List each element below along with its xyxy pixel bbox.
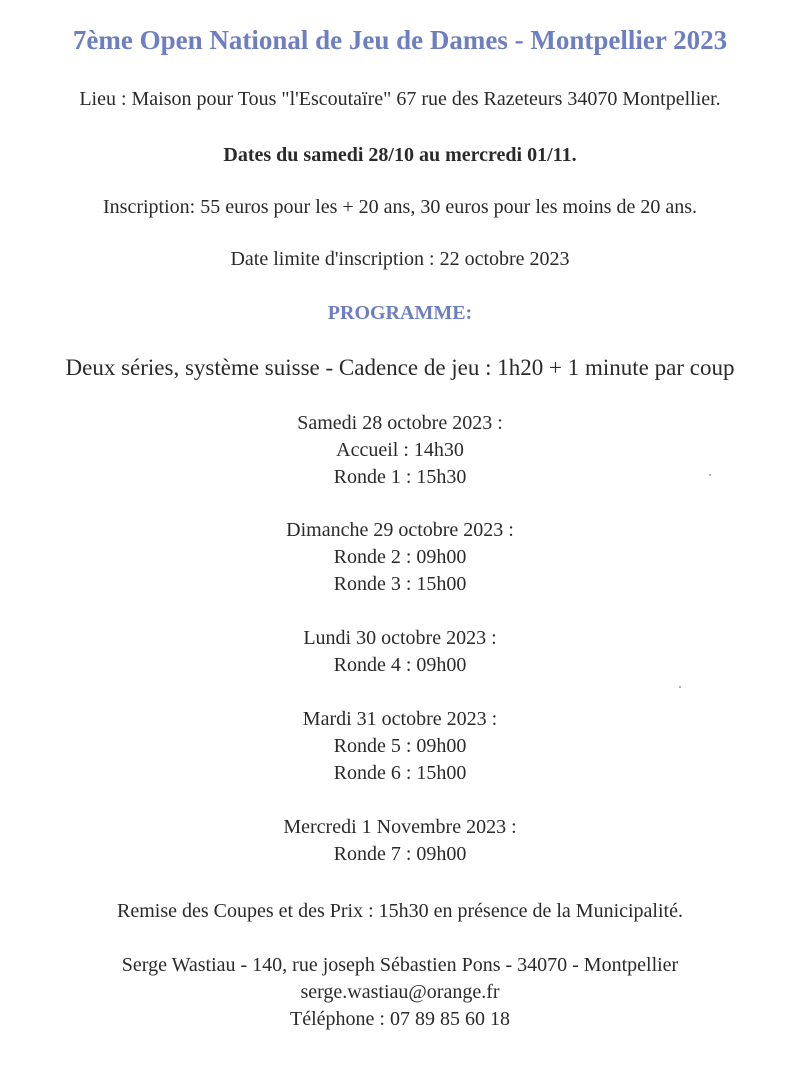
schedule-event: Accueil : 14h30 [336,439,464,461]
schedule-event: Ronde 2 : 09h00 [333,546,467,568]
page-title: 7ème Open National de Jeu de Dames - Montpellier 2023 [72,25,728,55]
schedule-day-date: Mercredi 1 Novembre 2023 : [283,816,517,838]
schedule-day-wednesday [0,814,800,868]
registration-fee-line: Inscription: 55 euros pour les + 20 ans, 30 euros pour les moins de 20 ans. [103,196,697,218]
schedule-day-tuesday [0,706,800,787]
awards-ceremony-line: Remise des Coupes et des Prix : 15h30 en présence de la Municipalité. [117,900,683,922]
venue-line: Lieu : Maison pour Tous "l'Escoutaïre" 67 rue des Razeteurs 34070 Montpellier. [79,88,721,110]
contact-address: Serge Wastiau - 140, rue joseph Sébastien Pons - 34070 - Montpellier [121,954,679,976]
programme-heading: PROGRAMME: [327,302,473,324]
schedule-day-date: Lundi 30 octobre 2023 : [303,627,497,649]
scan-speck [709,474,711,476]
contact-phone: Téléphone : 07 89 85 60 18 [290,1008,510,1030]
series-description: Deux séries, système suisse - Cadence de jeu : 1h20 + 1 minute par coup [65,355,735,380]
schedule-event: Ronde 7 : 09h00 [333,843,467,865]
schedule-day-monday [0,625,800,679]
registration-deadline-line: Date limite d'inscription : 22 octobre 2023 [230,248,570,270]
schedule-day-saturday [0,410,800,491]
contact-email: serge.wastiau@orange.fr [300,981,500,1003]
schedule-day-date: Dimanche 29 octobre 2023 : [286,519,514,541]
schedule-day-date: Samedi 28 octobre 2023 : [297,412,503,434]
schedule-day-date: Mardi 31 octobre 2023 : [302,708,498,730]
schedule-event: Ronde 6 : 15h00 [333,762,467,784]
schedule-event: Ronde 5 : 09h00 [333,735,467,757]
schedule-event: Ronde 3 : 15h00 [333,573,467,595]
dates-line: Dates du samedi 28/10 au mercredi 01/11. [223,144,577,166]
schedule-event: Ronde 1 : 15h30 [333,466,467,488]
scan-speck [679,686,681,688]
schedule-day-sunday [0,517,800,598]
contact-block [0,952,800,1033]
schedule-event: Ronde 4 : 09h00 [333,654,467,676]
